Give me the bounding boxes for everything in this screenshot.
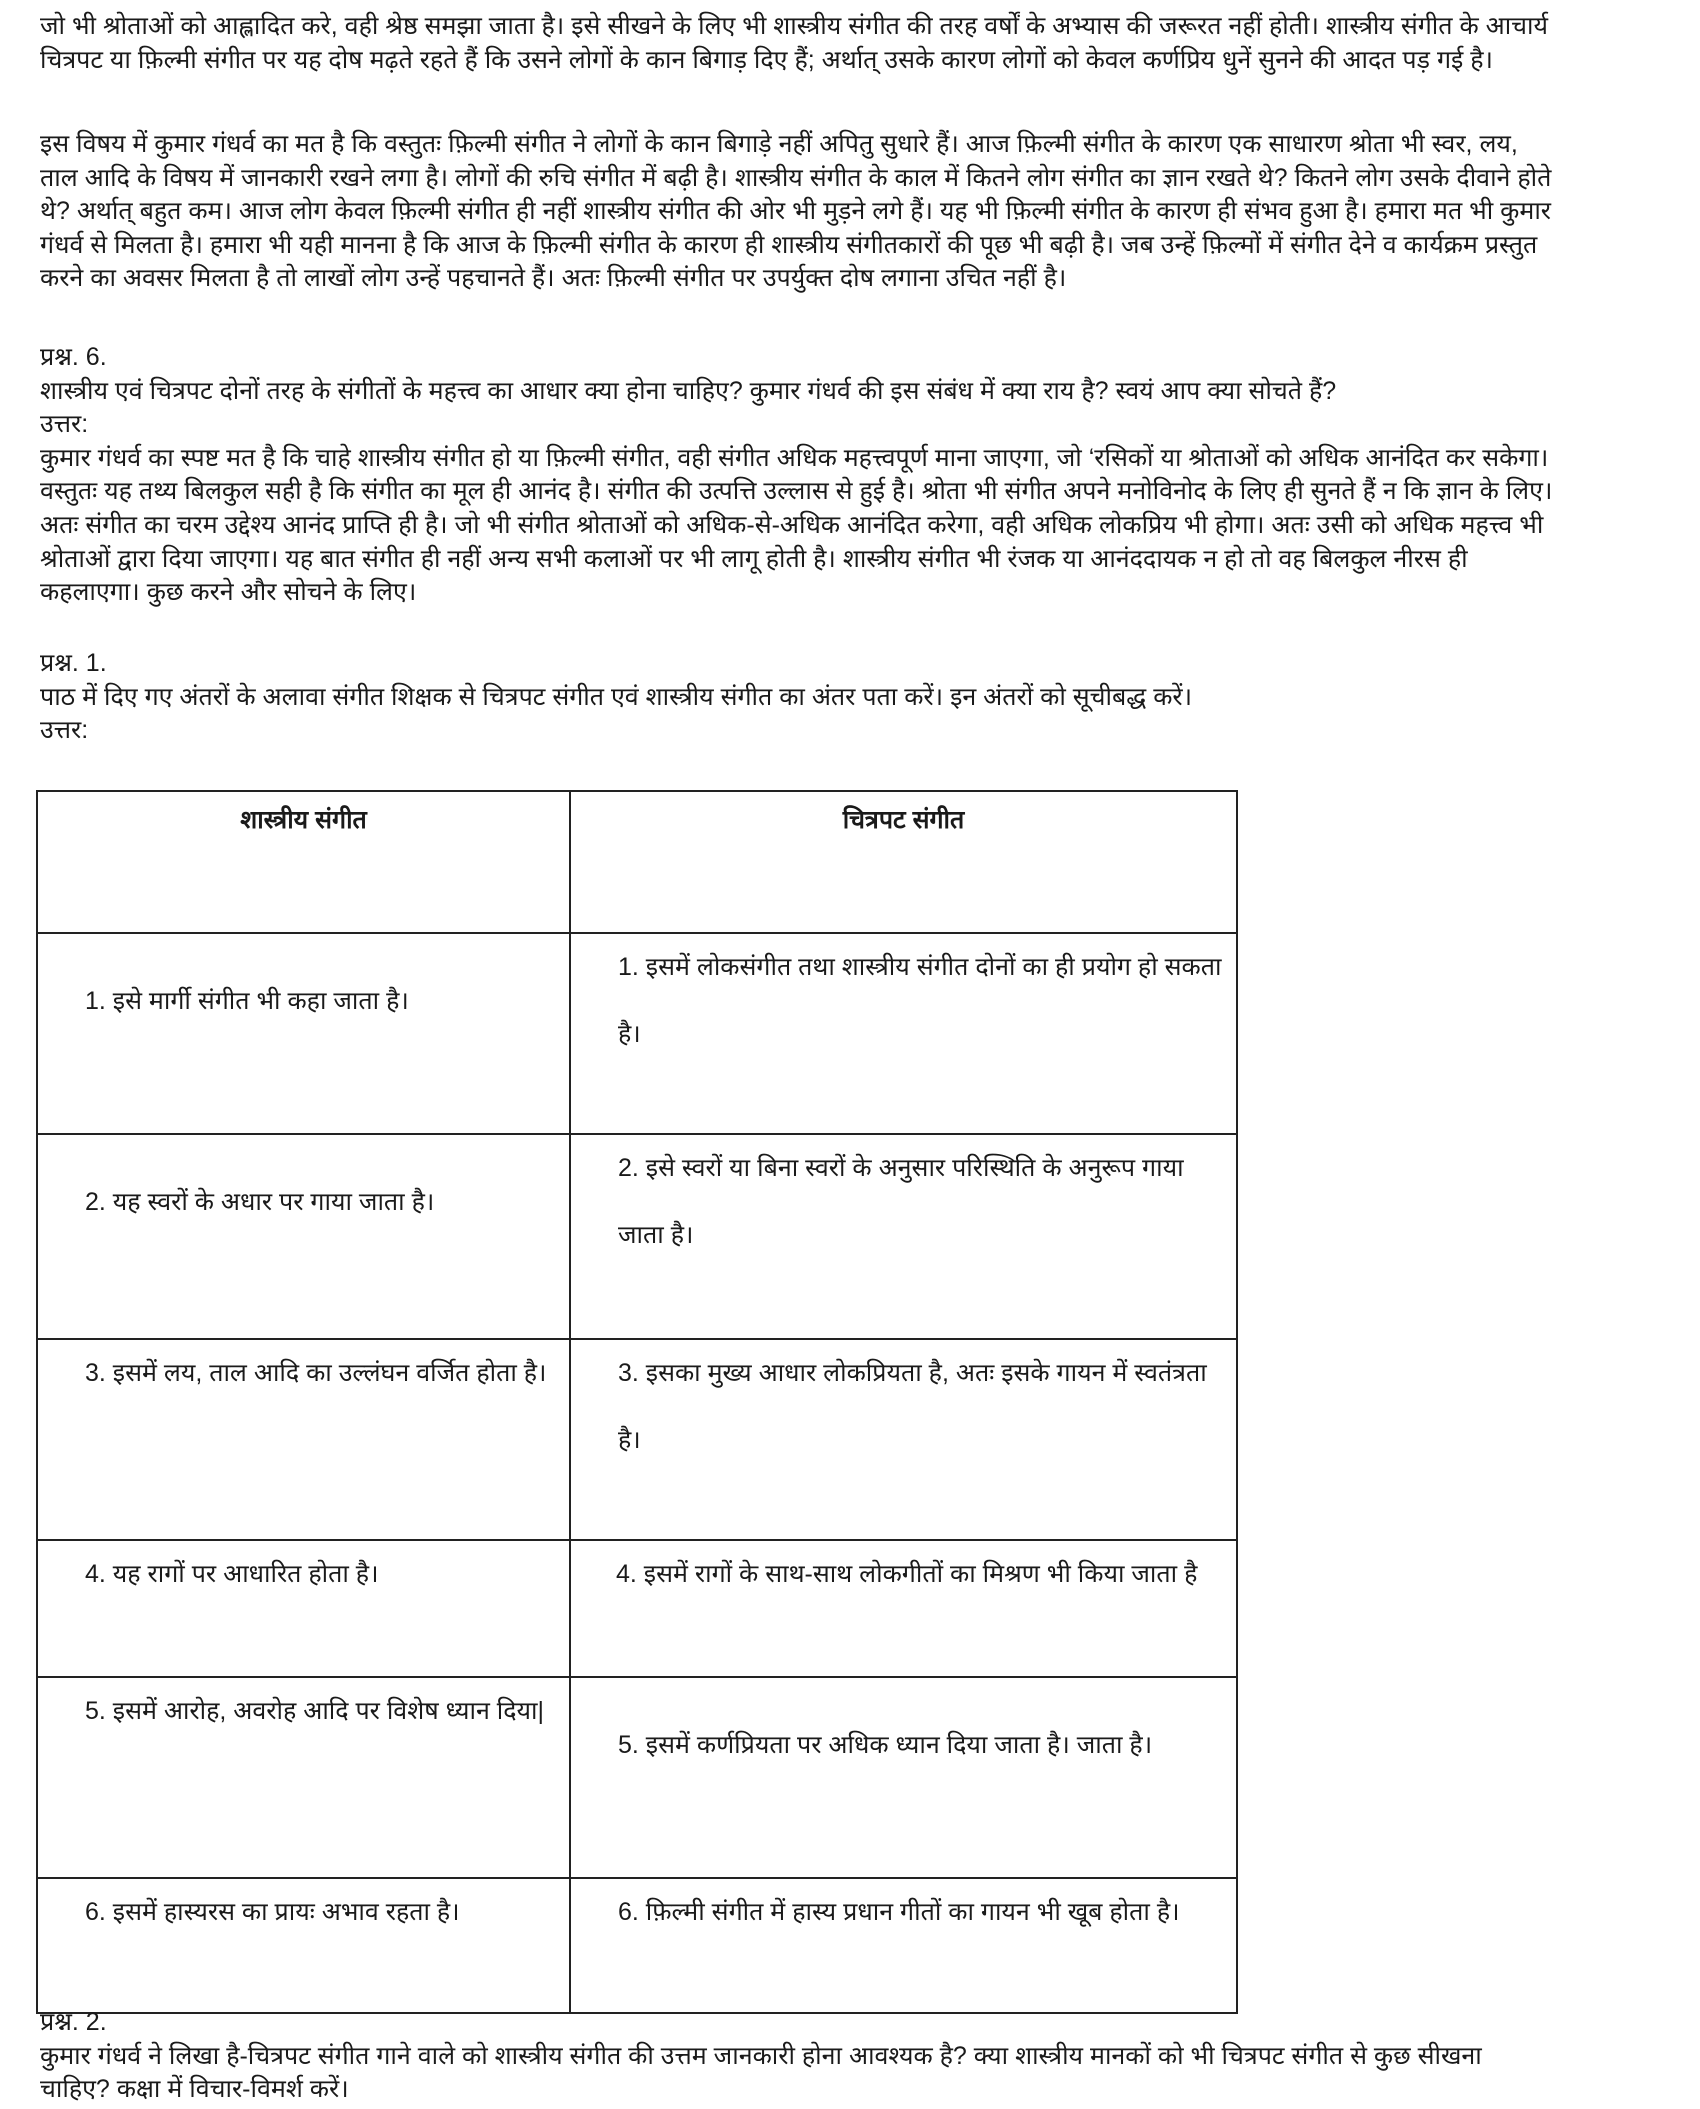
- question-label: प्रश्न. 6.: [40, 343, 107, 371]
- table-cell: 4. इसमें रागों के साथ-साथ लोकगीतों का मिश्रण भी किया जाता है: [616, 1560, 1198, 1588]
- question-1: [40, 647, 1192, 748]
- answer-line: वस्तुतः यह तथ्य बिलकुल सही है कि संगीत का मूल ही आनंद है। संगीत की उत्पत्ति उल्लास से हुई है। श्रोता भी संगीत अपने मनोविनोद के लिए ही सुनते हैं न कि ज्ञान के लिए।: [40, 477, 1553, 506]
- text-line: जो भी श्रोताओं को आह्लादित करे, वही श्रेष्ठ समझा जाता है। इसे सीखने के लिए भी शास्त्रीय संगीत की तरह वर्षों के अभ्यास की जरूरत नहीं होती। शास्त्रीय संगीत के आचार्य: [40, 12, 1549, 40]
- question-text: पाठ में दिए गए अंतरों के अलावा संगीत शिक्षक से चित्रपट संगीत एवं शास्त्रीय संगीत का अंतर पता करें। इन अंतरों को सूचीबद्ध करें।: [40, 682, 1193, 711]
- table-cell: 6. फ़िल्मी संगीत में हास्य प्रधान गीतों का गायन भी खूब होता है।: [618, 1898, 1180, 1926]
- question-text: चाहिए? कक्षा में विचार-विमर्श करें।: [40, 2075, 349, 2104]
- answer-label: उत्तर:: [40, 716, 89, 745]
- intro-paragraph: [40, 10, 1548, 77]
- table-cell: 6. इसमें हास्यरस का प्रायः अभाव रहता है।: [85, 1898, 460, 1926]
- table-row: [37, 1134, 1237, 1339]
- table-row: [37, 933, 1237, 1134]
- table-cell: 2. यह स्वरों के अधार पर गाया जाता है।: [85, 1188, 435, 1216]
- table-row: [37, 1339, 1237, 1540]
- table-cell: 5. इसमें आरोह, अवरोह आदि पर विशेष ध्यान दिया|: [85, 1697, 545, 1725]
- answer-line: कुमार गंधर्व का स्पष्ट मत है कि चाहे शास्त्रीय संगीत हो या फ़िल्मी संगीत, वही संगीत अधिक महत्त्वपूर्ण माना जाएगा, जो ‘रसिकों या श्रोताओं को अधिक आनंदित कर सकेगा।: [40, 443, 1549, 472]
- table-row: [37, 1677, 1237, 1878]
- answer-line: अतः संगीत का चरम उद्देश्य आनंद प्राप्ति ही है। जो भी संगीत श्रोताओं को अधिक-से-अधिक आनंदित करेगा, वही अधिक लोकप्रिय भी होगा। अतः उसी को अधिक महत्त्व भी: [40, 510, 1544, 539]
- table-cell: 2. इसे स्वरों या बिना स्वरों के अनुसार परिस्थिति के अनुरूप गाया जाता है।: [618, 1154, 1184, 1249]
- text-line: ताल आदि के विषय में जानकारी रखने लगा है। लोगों की रुचि संगीत में बढ़ी है। शास्त्रीय संगीत के काल में कितने लोग संगीत का ज्ञान रखते थे? कितने लोग उसके दीवाने होते: [40, 163, 1552, 192]
- comparison-table: [36, 790, 1238, 2014]
- table-cell: 4. यह रागों पर आधारित होता है।: [85, 1560, 379, 1588]
- answer-label: उत्तर:: [40, 410, 89, 439]
- table-cell: 1. इसे मार्गी संगीत भी कहा जाता है।: [85, 987, 409, 1015]
- table-row: [37, 1878, 1237, 2013]
- question-label: प्रश्न. 2.: [40, 2008, 107, 2036]
- text-line: थे? अर्थात् बहुत कम। आज लोग केवल फ़िल्मी संगीत ही नहीं शास्त्रीय संगीत की ओर भी मुड़ने लगे हैं। यह भी फ़िल्मी संगीत के कारण ही संभव हुआ है। हमारा मत भी कुमार: [40, 197, 1552, 226]
- header-classical: शास्त्रीय संगीत: [37, 791, 570, 933]
- text-line: गंधर्व से मिलता है। हमारा भी यही मानना है कि आज के फ़िल्मी संगीत के कारण ही शास्त्रीय संगीतकारों की पूछ भी बढ़ी है। जब उन्हें फ़िल्मों में संगीत देने व कार्यक्रम प्रस्तुत: [40, 230, 1538, 259]
- text-line: करने का अवसर मिलता है तो लाखों लोग उन्हें पहचानते हैं। अतः फ़िल्मी संगीत पर उपर्युक्त दोष लगाना उचित नहीं है।: [40, 264, 1067, 293]
- text-line: इस विषय में कुमार गंधर्व का मत है कि वस्तुतः फ़िल्मी संगीत ने लोगों के कान बिगाड़े नहीं अपितु सुधारे हैं। आज फ़िल्मी संगीत के कारण एक साधारण श्रोता भी स्वर, लय,: [40, 130, 1518, 158]
- opinion-paragraph: [40, 128, 1551, 296]
- header-film: चित्रपट संगीत: [570, 791, 1237, 933]
- table-row: [37, 1540, 1237, 1677]
- text-line: चित्रपट या फ़िल्मी संगीत पर यह दोष मढ़ते रहते हैं कि उसने लोगों के कान बिगाड़ दिए हैं; अर्थात् उसके कारण लोगों को केवल कर्णप्रिय धुनें सुनने की आदत पड़ गई है।: [40, 45, 1493, 74]
- question-6: [40, 341, 1552, 610]
- table-cell: 3. इसमें लय, ताल आदि का उल्लंघन वर्जित होता है।: [85, 1359, 547, 1387]
- answer-line: श्रोताओं द्वारा दिया जाएगा। यह बात संगीत ही नहीं अन्य सभी कलाओं पर भी लागू होती है। शास्त्रीय संगीत भी रंजक या आनंददायक न हो तो वह बिलकुल नीरस ही: [40, 544, 1468, 573]
- question-2: [40, 2006, 1482, 2107]
- question-text: शास्त्रीय एवं चित्रपट दोनों तरह के संगीतों के महत्त्व का आधार क्या होना चाहिए? कुमार गंधर्व की इस संबंध में क्या राय है? स्वयं आप क्या सोचते हैं?: [40, 376, 1337, 405]
- table-header-row: [37, 791, 1237, 933]
- table-cell: 3. इसका मुख्य आधार लोकप्रियता है, अतः इसके गायन में स्वतंत्रता है।: [618, 1359, 1207, 1454]
- table-cell: 1. इसमें लोकसंगीत तथा शास्त्रीय संगीत दोनों का ही प्रयोग हो सकता है।: [618, 953, 1222, 1048]
- question-label: प्रश्न. 1.: [40, 649, 107, 677]
- table-cell: 5. इसमें कर्णप्रियता पर अधिक ध्यान दिया जाता है। जाता है।: [618, 1731, 1153, 1759]
- answer-line: कहलाएगा। कुछ करने और सोचने के लिए।: [40, 578, 417, 607]
- question-text: कुमार गंधर्व ने लिखा है-चित्रपट संगीत गाने वाले को शास्त्रीय संगीत की उत्तम जानकारी होना आवश्यक है? क्या शास्त्रीय मानकों को भी चित्रपट संगीत से कुछ सीखना: [40, 2041, 1482, 2070]
